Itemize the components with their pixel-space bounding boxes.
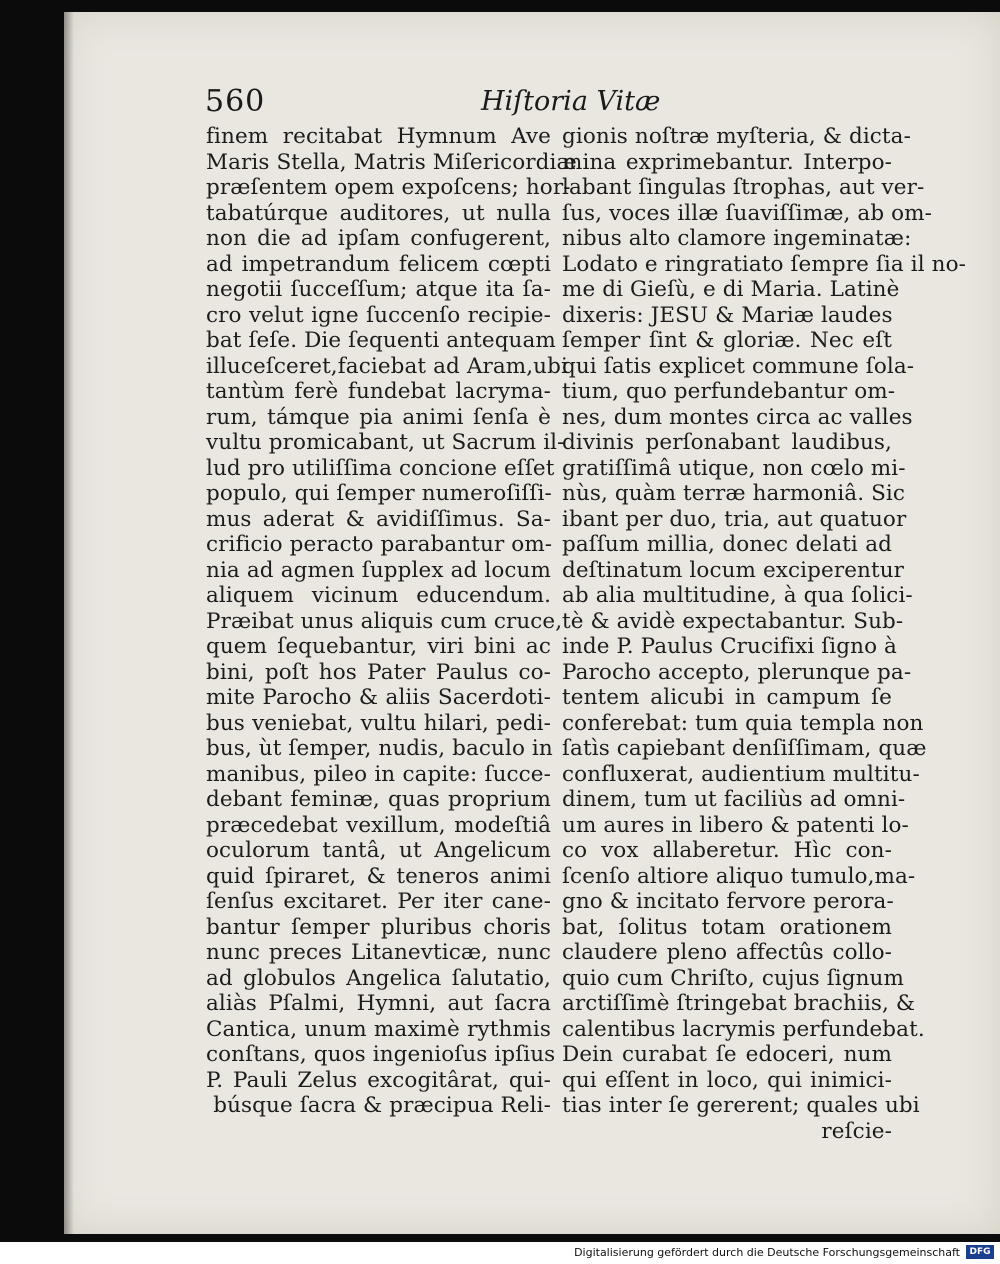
text-line: Dein curabat ſe edoceri, num (562, 1042, 892, 1067)
text-line: qui eſſent in loco, qui inimici- (562, 1067, 892, 1093)
text-line: Cantica, unum maximè rythmis (206, 1016, 551, 1042)
text-line: præcedebat vexillum, modeſtiâ (206, 812, 551, 838)
text-line: mite Parocho & aliis Sacerdoti- (206, 685, 551, 710)
text-line: conferebat: tum quia templa non (562, 710, 924, 736)
text-line: tias inter ſe gererent; quales ubi (562, 1093, 920, 1118)
text-line: gratiſſimâ utique, non cœlo mi- (562, 455, 906, 481)
text-line: gno & incitato fervore perora- (562, 889, 894, 914)
text-line: populo, qui ſemper numeroſiſſi- (206, 481, 552, 506)
text-line: bat ſeſe. Die ſequenti antequam (206, 328, 556, 353)
text-line: búsque ſacra & præcipua Reli- (213, 1093, 551, 1118)
page-number: 560 (205, 84, 266, 119)
text-line: Lodato e ringratiato ſempre ſia il no- (562, 251, 966, 277)
text-line: qui ſatis explicet commune ſola- (562, 353, 915, 379)
text-line: quid ſpiraret, & teneros animi (206, 863, 551, 889)
text-line: calentibus lacrymis perfundebat. (562, 1016, 925, 1042)
text-line: vultu promicabant, ut Sacrum il- (206, 430, 565, 455)
text-line: mina exprimebantur. Interpo- (562, 149, 892, 175)
text-line: bini, poſt hos Pater Paulus co- (206, 659, 551, 685)
page-header (205, 84, 905, 124)
text-line: dixeris: JESU & Mariæ laudes (562, 302, 893, 328)
text-line: tium, quo perfundebantur om- (562, 379, 896, 404)
text-line: quem ſequebantur, viri bini ac (206, 634, 551, 659)
funding-credit: Digitalisierung gefördert durch die Deutsche Forschungsgemeinschaft (574, 1246, 960, 1259)
text-line: lud pro utiliſſima concione eſſet (206, 455, 555, 481)
text-line: divinis perſonabant laudibus, (562, 430, 892, 455)
text-line: illuceſceret,faciebat ad Aram,ubi (206, 353, 568, 379)
text-line: negotii ſucceſſum; atque ita ſa- (206, 277, 551, 302)
text-line: non die ad ipſam confugerent, (206, 226, 551, 251)
text-line: ibant per duo, tria, aut quatuor (562, 506, 907, 532)
text-line: nia ad agmen ſupplex ad locum (206, 557, 551, 583)
text-line: paſſum millia, donec delati ad (562, 532, 892, 557)
text-line: confluxerat, audientium multitu- (562, 761, 920, 787)
text-line: rum, támque pia animi ſenſa è (206, 404, 551, 430)
text-line: cro velut igne ſuccenſo recipie- (206, 302, 551, 328)
text-line: aliàs Pſalmi, Hymni, aut ſacra (206, 991, 551, 1016)
text-line: ad globulos Angelica ſalutatio, (206, 965, 551, 991)
text-line: finem recitabat Hymnum Ave (206, 124, 551, 149)
text-line: crificio peracto parabantur om- (206, 532, 553, 557)
text-line: tantùm ferè fundebat lacryma- (206, 379, 551, 404)
text-line: P. Pauli Zelus excogitârat, qui- (206, 1067, 551, 1093)
text-line: manibus, pileo in capite: ſucce- (206, 761, 551, 787)
text-line: oculorum tantâ, ut Angelicum (206, 838, 551, 863)
text-line: ab alia multitudine, à qua ſolici- (562, 583, 913, 608)
text-line: debant feminæ, quas proprium (206, 787, 551, 812)
footer-bar (0, 1242, 1000, 1264)
text-line: co vox allaberetur. Hìc con- (562, 838, 892, 863)
text-line: mus aderat & avidiſſimus. Sa- (206, 506, 551, 532)
text-line: um aures in libero & patenti lo- (562, 812, 909, 838)
right-text-column (562, 124, 966, 1144)
text-line: bantur ſemper pluribus choris (206, 914, 551, 940)
text-line: ſus, voces illæ ſuaviſſimæ, ab om- (562, 200, 933, 226)
text-line: inde P. Paulus Crucifixi ſigno à (562, 634, 897, 659)
text-line: nes, dum montes circa ac valles (562, 404, 913, 430)
page-gutter-shadow (64, 12, 74, 1234)
text-line: deſtinatum locum exciperentur (562, 557, 905, 583)
text-line: reſcie- (821, 1118, 892, 1144)
text-line: bus, ùt ſemper, nudis, baculo in (206, 736, 553, 761)
text-line: ſemper ſint & gloriæ. Nec eſt (562, 328, 892, 353)
text-line: Præibat unus aliquis cum cruce, (206, 608, 563, 634)
text-line: conſtans, quos ingenioſus ipſius (206, 1042, 556, 1067)
text-line: nunc preces Litanevticæ, nunc (206, 940, 551, 965)
text-line: ſenſus excitaret. Per iter cane- (206, 889, 551, 914)
text-line: tentem alicubi in campum ſe (562, 685, 892, 710)
text-line: bat, ſolitus totam orationem (562, 914, 892, 940)
text-line: Maris Stella, Matris Miſericordiæ (206, 149, 577, 175)
text-line: labant ſingulas ſtrophas, aut ver- (562, 175, 925, 200)
text-line: arctiſſimè ſtringebat brachiis, & (562, 991, 916, 1016)
text-line: me di Gieſù, e di Maria. Latinè (562, 277, 900, 302)
text-line: quio cum Chriſto, cujus ſignum (562, 965, 904, 991)
text-line: ad impetrandum felicem cœpti (206, 251, 551, 277)
text-line: ſatìs capiebant denſiſſimam, quæ (562, 736, 927, 761)
dfg-logo: DFG (966, 1245, 994, 1259)
text-line: nibus alto clamore ingeminatæ: (562, 226, 912, 251)
text-line: tabatúrque auditores, ut nulla (206, 200, 551, 226)
text-line: Parocho accepto, plerunque pa- (562, 659, 912, 685)
text-line: claudere pleno affectûs collo- (562, 940, 892, 965)
text-line: gionis noſtræ myſteria, & dicta- (562, 124, 911, 149)
text-line: bus veniebat, vultu hilari, pedi- (206, 710, 551, 736)
running-title: Hiſtoria Vitæ (481, 86, 661, 117)
left-text-column (206, 124, 577, 1119)
text-line: aliquem vicinum educendum. (206, 583, 551, 608)
text-line: præſentem opem expoſcens; hor- (206, 175, 571, 200)
text-line: nùs, quàm terræ harmoniâ. Sic (562, 481, 906, 506)
text-line: ſcenſo altiore aliquo tumulo,ma- (562, 863, 916, 889)
text-line: tè & avidè expectabantur. Sub- (562, 608, 904, 634)
text-line: dinem, tum ut faciliùs ad omni- (562, 787, 906, 812)
